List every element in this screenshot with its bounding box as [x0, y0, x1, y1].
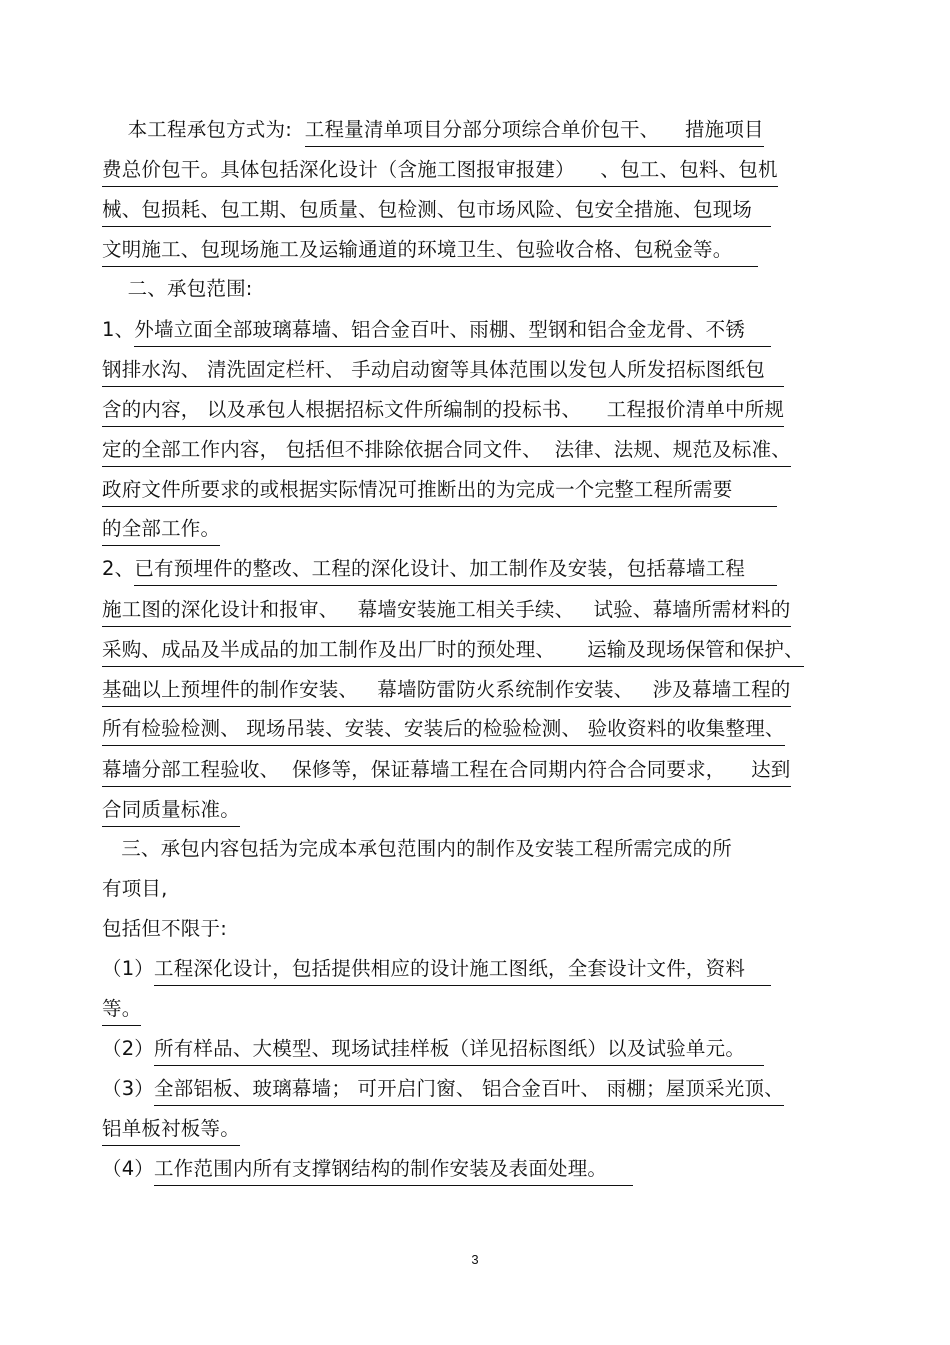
text-line: [102, 1116, 240, 1146]
text-line: [102, 677, 791, 707]
text-line: [102, 276, 253, 302]
text-line: [102, 836, 732, 862]
underlined-text: 械、包损耗、包工期、包质量、包检测、包市场风险、包安全措施、包现场: [102, 197, 771, 227]
underlined-text: 铝单板衬板等。: [102, 1116, 240, 1146]
text-line: [102, 197, 771, 227]
text-line: [102, 1156, 633, 1186]
line-prefix: 三、承包内容包括为完成本承包范围内的制作及安装工程所需完成的所: [102, 837, 732, 860]
underlined-text: 已有预埋件的整改、工程的深化设计、加工制作及安装，包括幕墙工程: [134, 556, 777, 586]
underlined-text: 所有检验检测、 现场吊装、安装、安装后的检验检测、 验收资料的收集整理、: [102, 716, 785, 746]
text-line: [102, 157, 778, 187]
underlined-text: 基础以上预埋件的制作安装、 幕墙防雷防火系统制作安装、 涉及幕墙工程的: [102, 677, 791, 707]
line-prefix: 包括但不限于:: [102, 917, 227, 940]
underlined-text: 所有样品、大模型、现场试挂样板（详见招标图纸）以及试验单元。: [154, 1036, 764, 1066]
underlined-text: 的全部工作。: [102, 516, 220, 546]
underlined-text: 等。: [102, 996, 141, 1026]
text-line: [102, 556, 777, 586]
underlined-text: 幕墙分部工程验收、 保修等，保证幕墙工程在合同期内符合合同要求， 达到: [102, 757, 791, 787]
line-prefix: 有项目,: [102, 877, 168, 900]
underlined-text: 施工图的深化设计和报审、 幕墙安装施工相关手续、 试验、幕墙所需材料的: [102, 597, 791, 627]
text-line: [102, 597, 791, 627]
underlined-text: 费总价包干。具体包括深化设计（含施工图报审报建） 、包工、包料、包机: [102, 157, 778, 187]
text-line: [102, 477, 777, 507]
line-prefix: 二、承包范围:: [102, 277, 253, 300]
text-line: [102, 797, 240, 827]
underlined-text: 合同质量标准。: [102, 797, 240, 827]
underlined-text: 全部铝板、玻璃幕墙； 可开启门窗、 铝合金百叶、 雨棚；屋顶采光顶、: [154, 1076, 784, 1106]
line-prefix: 本工程承包方式为:: [102, 118, 305, 141]
text-line: [102, 757, 791, 787]
text-line: [102, 637, 804, 667]
text-line: [102, 1036, 764, 1066]
text-line: [102, 357, 784, 387]
text-line: [102, 716, 785, 746]
underlined-text: 钢排水沟、 清洗固定栏杆、 手动启动窗等具体范围以发包人所发招标图纸包: [102, 357, 784, 387]
line-prefix: （3）: [102, 1077, 155, 1100]
underlined-text: 含的内容， 以及承包人根据招标文件所编制的投标书、 工程报价清单中所规: [102, 397, 784, 427]
text-line: [102, 1076, 784, 1106]
text-line: [102, 117, 764, 147]
underlined-text: 外墙立面全部玻璃幕墙、铝合金百叶、雨棚、型钢和铝合金龙骨、不锈: [134, 317, 770, 347]
text-line: [102, 397, 784, 427]
line-prefix: （4）: [102, 1157, 155, 1180]
underlined-text: 定的全部工作内容， 包括但不排除依据合同文件、 法律、法规、规范及标准、: [102, 437, 791, 467]
underlined-text: 文明施工、包现场施工及运输通道的环境卫生、包验收合格、包税金等。: [102, 237, 758, 267]
text-line: [102, 956, 771, 986]
text-line: [102, 916, 227, 942]
underlined-text: 工程深化设计，包括提供相应的设计施工图纸，全套设计文件，资料: [154, 956, 771, 986]
line-prefix: （2）: [102, 1037, 155, 1060]
text-line: [102, 876, 168, 902]
line-prefix: 1、: [102, 318, 135, 341]
underlined-text: 采购、成品及半成品的加工制作及出厂时的预处理、 运输及现场保管和保护、: [102, 637, 804, 667]
page-number: 3: [471, 1252, 479, 1267]
text-line: [102, 437, 791, 467]
underlined-text: 工作范围内所有支撑钢结构的制作安装及表面处理。: [154, 1156, 633, 1186]
text-line: [102, 317, 771, 347]
line-prefix: （1）: [102, 957, 155, 980]
underlined-text: 工程量清单项目分部分项综合单价包干、 措施项目: [305, 117, 764, 147]
text-line: [102, 996, 141, 1026]
underlined-text: 政府文件所要求的或根据实际情况可推断出的为完成一个完整工程所需要: [102, 477, 777, 507]
text-line: [102, 237, 758, 267]
line-prefix: 2、: [102, 557, 135, 580]
text-line: [102, 516, 220, 546]
